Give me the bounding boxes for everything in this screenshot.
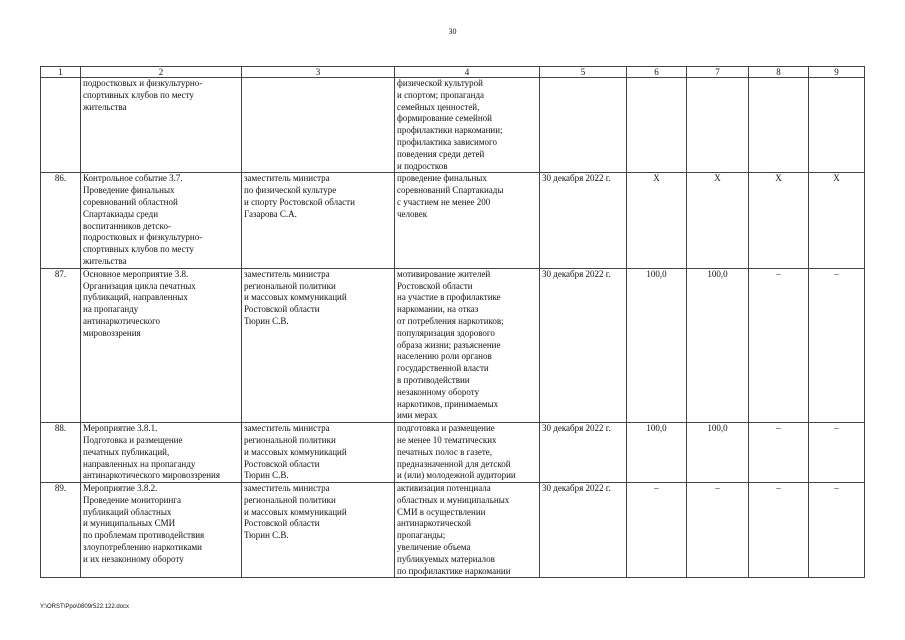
column-header: 6	[627, 67, 687, 78]
value-cell-9: –	[809, 483, 865, 578]
column-header: 7	[687, 67, 749, 78]
table-row	[41, 78, 865, 173]
table-row	[41, 268, 865, 422]
executor-cell	[242, 78, 395, 173]
activity-name-cell	[81, 78, 242, 173]
column-header: 1	[41, 67, 81, 78]
cell-line: популяризация здорового	[397, 327, 495, 338]
cell-line: соревнований областной	[83, 196, 178, 207]
cell-line: населению роли органов	[397, 351, 492, 362]
column-header: 2	[81, 67, 242, 78]
cell-line: незаконному обороту	[397, 386, 480, 397]
column-header: 8	[749, 67, 809, 78]
cell-line: мировоззрения	[83, 327, 141, 338]
value-cell-7: –	[687, 483, 749, 578]
cell-line: печатных публикаций,	[83, 446, 170, 457]
cell-line: образа жизни; разъяснение	[397, 339, 501, 350]
table-row	[41, 483, 865, 578]
cell-line: Газарова С.А.	[244, 208, 297, 219]
cell-line: Тюрин С.В.	[244, 530, 289, 541]
cell-line: и массовых коммуникаций	[244, 446, 347, 457]
activities-table	[40, 66, 865, 578]
value-cell-9: X	[809, 173, 865, 268]
cell-line: формирование семейной	[397, 113, 492, 124]
cell-line: Тюрин С.В.	[244, 315, 289, 326]
expected-result-cell	[395, 268, 540, 422]
cell-line: Организация цикла печатных	[83, 280, 196, 291]
column-header: 9	[809, 67, 865, 78]
cell-line: областных и муниципальных	[397, 494, 510, 505]
cell-line: жительства	[83, 255, 127, 266]
cell-line: Ростовской области	[244, 458, 320, 469]
column-header: 5	[540, 67, 627, 78]
value-cell-6: 100,0	[627, 268, 687, 422]
cell-line: не менее 10 тематических	[397, 434, 497, 445]
cell-line: соревнований Спартакиады	[397, 185, 504, 196]
cell-line: Проведение мониторинга	[83, 494, 181, 505]
cell-line: заместитель министра	[244, 483, 330, 494]
cell-line: в противодействии	[397, 374, 470, 385]
activity-name-cell	[81, 483, 242, 578]
cell-line: заместитель министра	[244, 268, 330, 279]
table-row	[41, 173, 865, 268]
cell-line: региональной политики	[244, 494, 336, 505]
value-cell-6: X	[627, 173, 687, 268]
value-cell-9: –	[809, 268, 865, 422]
value-cell-8: –	[749, 423, 809, 483]
deadline-cell: 30 декабря 2022 г.	[540, 423, 627, 483]
cell-line: жительства	[83, 101, 127, 112]
cell-line: мотивирование жителей	[397, 268, 491, 279]
row-number-cell: 89.	[41, 483, 81, 578]
value-cell-8	[749, 78, 809, 173]
value-cell-7: 100,0	[687, 268, 749, 422]
activity-name-cell	[81, 173, 242, 268]
deadline-cell	[540, 78, 627, 173]
activity-name-cell	[81, 423, 242, 483]
executor-cell	[242, 423, 395, 483]
value-cell-8: –	[749, 483, 809, 578]
cell-line: Мероприятие 3.8.2.	[83, 483, 158, 494]
executor-cell	[242, 483, 395, 578]
cell-line: пропаганды;	[397, 530, 446, 541]
cell-line: Мероприятие 3.8.1.	[83, 423, 158, 434]
cell-line: и муниципальных СМИ	[83, 518, 176, 529]
cell-line: активизация потенциала	[397, 483, 491, 494]
cell-line: и спорту Ростовской области	[244, 196, 355, 207]
cell-line: профилактики наркомании;	[397, 125, 503, 136]
column-number-header-row	[41, 67, 865, 78]
cell-line: печатных полос в газете,	[397, 446, 492, 457]
cell-line: Ростовской области	[397, 280, 473, 291]
executor-cell	[242, 268, 395, 422]
page-number: 30	[448, 27, 457, 36]
cell-line: семейных ценностей,	[397, 101, 480, 112]
cell-line: Ростовской области	[244, 304, 320, 315]
cell-line: Контрольное событие 3.7.	[83, 173, 183, 184]
cell-line: по физической культуре	[244, 185, 337, 196]
value-cell-6: 100,0	[627, 423, 687, 483]
cell-line: антинаркотического мировоззрения	[83, 470, 220, 481]
table-row	[41, 423, 865, 483]
cell-line: злоупотреблению наркотиками	[83, 542, 202, 553]
cell-line: публикуемых материалов	[397, 553, 495, 564]
cell-line: предназначенной для детской	[397, 458, 511, 469]
cell-line: увеличение объема	[397, 542, 471, 553]
cell-line: физической культурой	[397, 78, 483, 88]
deadline-cell: 30 декабря 2022 г.	[540, 483, 627, 578]
cell-line: и подростков	[397, 160, 448, 171]
cell-line: проведение финальных	[397, 173, 487, 184]
column-header: 4	[395, 67, 540, 78]
cell-line: заместитель министра	[244, 173, 330, 184]
cell-line: наркотиков, принимаемых	[397, 398, 499, 409]
file-path-footer: Y:\ORST\Ppo\0809r522.122.docx	[40, 604, 130, 610]
column-header: 3	[242, 67, 395, 78]
activity-name-cell	[81, 268, 242, 422]
cell-line: Проведение финальных	[83, 185, 175, 196]
cell-line: наркомании, на отказ	[397, 304, 479, 315]
cell-line: Подготовка и размещение	[83, 434, 183, 445]
cell-line: и массовых коммуникаций	[244, 292, 347, 303]
cell-line: Спартакиады среди	[83, 208, 159, 219]
row-number-cell: 88.	[41, 423, 81, 483]
row-number-cell: 87.	[41, 268, 81, 422]
executor-cell	[242, 173, 395, 268]
cell-line: и массовых коммуникаций	[244, 506, 347, 517]
cell-line: профилактика зависимого	[397, 136, 498, 147]
cell-line: публикаций областных	[83, 506, 172, 517]
cell-line: антинаркотического	[83, 315, 161, 326]
cell-line: региональной политики	[244, 434, 336, 445]
expected-result-cell	[395, 173, 540, 268]
cell-line: направленных на пропаганду	[83, 458, 196, 469]
row-number-cell: 86.	[41, 173, 81, 268]
cell-line: государственной власти	[397, 363, 489, 374]
cell-line: поведения среди детей	[397, 148, 485, 159]
value-cell-6	[627, 78, 687, 173]
cell-line: заместитель министра	[244, 423, 330, 434]
cell-line: на пропаганду	[83, 304, 139, 315]
value-cell-9: –	[809, 423, 865, 483]
cell-line: по профилактике наркомании	[397, 565, 511, 576]
cell-line: региональной политики	[244, 280, 336, 291]
cell-line: ими мерах	[397, 410, 438, 421]
cell-line: от потребления наркотиков;	[397, 315, 504, 326]
cell-line: с участием не менее 200	[397, 196, 491, 207]
cell-line: на участие в профилактике	[397, 292, 501, 303]
cell-line: Ростовской области	[244, 518, 320, 529]
cell-line: Основное мероприятие 3.8.	[83, 268, 189, 279]
cell-line: спортивных клубов по месту	[83, 89, 194, 100]
value-cell-7: X	[687, 173, 749, 268]
cell-line: и (или) молодежной аудитории	[397, 470, 516, 481]
cell-line: публикаций, направленных	[83, 292, 188, 303]
cell-line: антинаркотической	[397, 518, 471, 529]
cell-line: подростковых и физкультурно-	[83, 232, 203, 243]
cell-line: человек	[397, 208, 428, 219]
cell-line: по проблемам противодействия	[83, 530, 205, 541]
cell-line: и их незаконному обороту	[83, 553, 184, 564]
value-cell-8: –	[749, 268, 809, 422]
value-cell-6: –	[627, 483, 687, 578]
cell-line: воспитанников детско-	[83, 220, 171, 231]
cell-line: и спортом; пропаганда	[397, 89, 485, 100]
value-cell-8: X	[749, 173, 809, 268]
deadline-cell: 30 декабря 2022 г.	[540, 268, 627, 422]
expected-result-cell	[395, 423, 540, 483]
cell-line: подростковых и физкультурно-	[83, 78, 203, 88]
value-cell-7: 100,0	[687, 423, 749, 483]
value-cell-9	[809, 78, 865, 173]
cell-line: спортивных клубов по месту	[83, 244, 194, 255]
cell-line: СМИ в осуществлении	[397, 506, 486, 517]
row-number-cell	[41, 78, 81, 173]
cell-line: подготовка и размещение	[397, 423, 495, 434]
cell-line: Тюрин С.В.	[244, 470, 289, 481]
expected-result-cell	[395, 78, 540, 173]
deadline-cell: 30 декабря 2022 г.	[540, 173, 627, 268]
expected-result-cell	[395, 483, 540, 578]
value-cell-7	[687, 78, 749, 173]
